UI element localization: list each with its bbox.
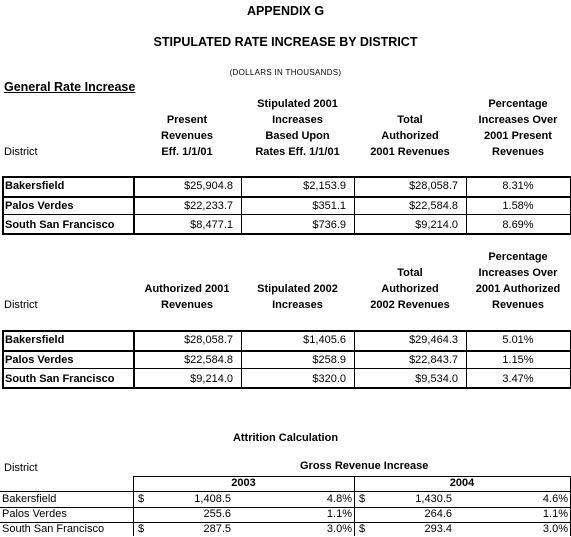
column-header-line: Revenues [161,299,213,311]
row-value-present: $22,233.7 [184,200,233,212]
table-column-divider [2,330,4,389]
attrition-column-divider [133,476,134,536]
page-title: STIPULATED RATE INCREASE BY DISTRICT [153,35,418,49]
row-district: South San Francisco [5,219,115,231]
attrition-pct-2004: 3.0% [542,523,568,535]
column-header-1 [133,112,241,160]
year-header-2004: 2004 [449,477,475,489]
column-header-line: Total [397,114,423,126]
column-header-line: Revenues [492,299,544,311]
row-district: Palos Verdes [5,200,74,212]
column-header-line: District [4,299,38,311]
units-note: (DOLLARS IN THOUSANDS) [229,68,342,77]
column-header-3 [354,265,466,313]
column-header-3 [354,112,466,160]
attrition-amount-2003: 1,408.5 [194,493,231,505]
row-value-increase: $736.9 [312,219,346,231]
column-header-line: Revenues [492,146,544,158]
row-district: Palos Verdes [5,354,74,366]
row-value-authorized: $28,058.7 [184,334,233,346]
attrition-currency-2004: $ [359,523,366,535]
row-value-total: $29,464.3 [409,334,458,346]
row-value-pct: 5.01% [502,334,534,346]
column-header-line: Authorized [381,283,439,295]
column-header-line: 2001 Authorized [475,283,561,295]
attrition-amount-2004: 293.4 [424,523,452,535]
row-value-present: $25,904.8 [184,180,233,192]
attrition-currency-2004: $ [359,493,366,505]
attrition-title: Attrition Calculation [232,432,339,444]
row-district: Bakersfield [5,334,65,346]
row-value-total: $22,584.8 [409,200,458,212]
attrition-column-divider [354,476,355,536]
row-value-pct: 8.31% [502,180,534,192]
column-header-line: Rates Eff. 1/1/01 [255,146,340,158]
attrition-border-top [133,476,570,477]
year-header-2003: 2003 [231,477,256,489]
attrition-row-district: Bakersfield [2,493,57,505]
attrition-amount-2003: 287.5 [203,523,231,535]
row-value-pct: 1.58% [502,200,534,212]
column-header-line: Percentage [488,251,548,263]
row-value-increase: $351.1 [312,200,346,212]
column-header-line: 2002 Revenues [370,299,450,311]
row-value-total: $28,058.7 [409,180,458,192]
row-value-authorized: $22,584.8 [184,354,233,366]
column-header-line: Based Upon [265,130,330,142]
column-header-line: Revenues [161,130,213,142]
section-title: General Rate Increase [4,80,136,94]
column-header-line: Present [166,114,208,126]
column-header-1 [133,281,241,313]
table-column-divider [2,176,4,235]
attrition-district-label: District [4,462,38,474]
attrition-amount-2004: 1,430.5 [415,493,452,505]
row-value-authorized: $9,214.0 [190,373,233,385]
attrition-currency-2004 [359,507,369,522]
column-header-0 [4,297,124,313]
row-value-increase: $1,405.6 [303,334,346,346]
attrition-pct-2003: 4.8% [326,493,352,505]
row-value-pct: 8.69% [502,219,534,231]
column-header-line: District [4,146,38,158]
column-header-4 [466,96,570,160]
appendix-heading: APPENDIX G [246,4,325,18]
column-header-line: Eff. 1/1/01 [161,146,213,158]
column-header-line: Authorized 2001 [144,283,230,295]
row-value-pct: 1.15% [502,354,534,366]
column-header-line: Increases [272,299,323,311]
attrition-pct-2004: 1.1% [542,508,568,520]
column-header-line: Increases Over [478,267,558,279]
row-value-pct: 3.47% [502,373,534,385]
attrition-row-district: Palos Verdes [2,508,67,520]
column-header-line: Increases [272,114,323,126]
row-district: Bakersfield [5,180,65,192]
row-value-total: $9,214.0 [415,219,458,231]
row-value-increase: $2,153.9 [303,180,346,192]
attrition-currency-2003: $ [138,523,145,535]
attrition-pct-2004: 4.6% [542,493,568,505]
column-header-line: Total [397,267,423,279]
column-header-line: Percentage [488,98,548,110]
row-value-increase: $320.0 [312,373,346,385]
row-value-total: $9,534.0 [415,373,458,385]
column-header-2 [241,96,354,160]
column-header-line: 2001 Present [484,130,552,142]
attrition-amount-2004: 264.6 [424,508,452,520]
column-header-2 [241,281,354,313]
row-value-total: $22,843.7 [409,354,458,366]
column-header-line: Stipulated 2001 [257,98,338,110]
row-value-present: $8,477.1 [190,219,233,231]
row-district: South San Francisco [5,373,115,385]
column-header-line: Increases Over [478,114,558,126]
column-header-line: Authorized [381,130,439,142]
attrition-pct-2003: 3.0% [326,523,352,535]
gross-revenue-increase-label: Gross Revenue Increase [300,460,429,472]
attrition-pct-2003: 1.1% [326,508,352,520]
column-header-line: Stipulated 2002 [257,283,338,295]
attrition-amount-2003: 255.6 [203,508,231,520]
column-header-line: 2001 Revenues [370,146,450,158]
column-header-4 [466,249,570,313]
row-value-increase: $258.9 [312,354,346,366]
attrition-row-district: South San Francisco [2,523,105,535]
attrition-currency-2003: $ [138,493,145,505]
attrition-currency-2003 [138,507,148,522]
column-header-0 [4,144,124,160]
